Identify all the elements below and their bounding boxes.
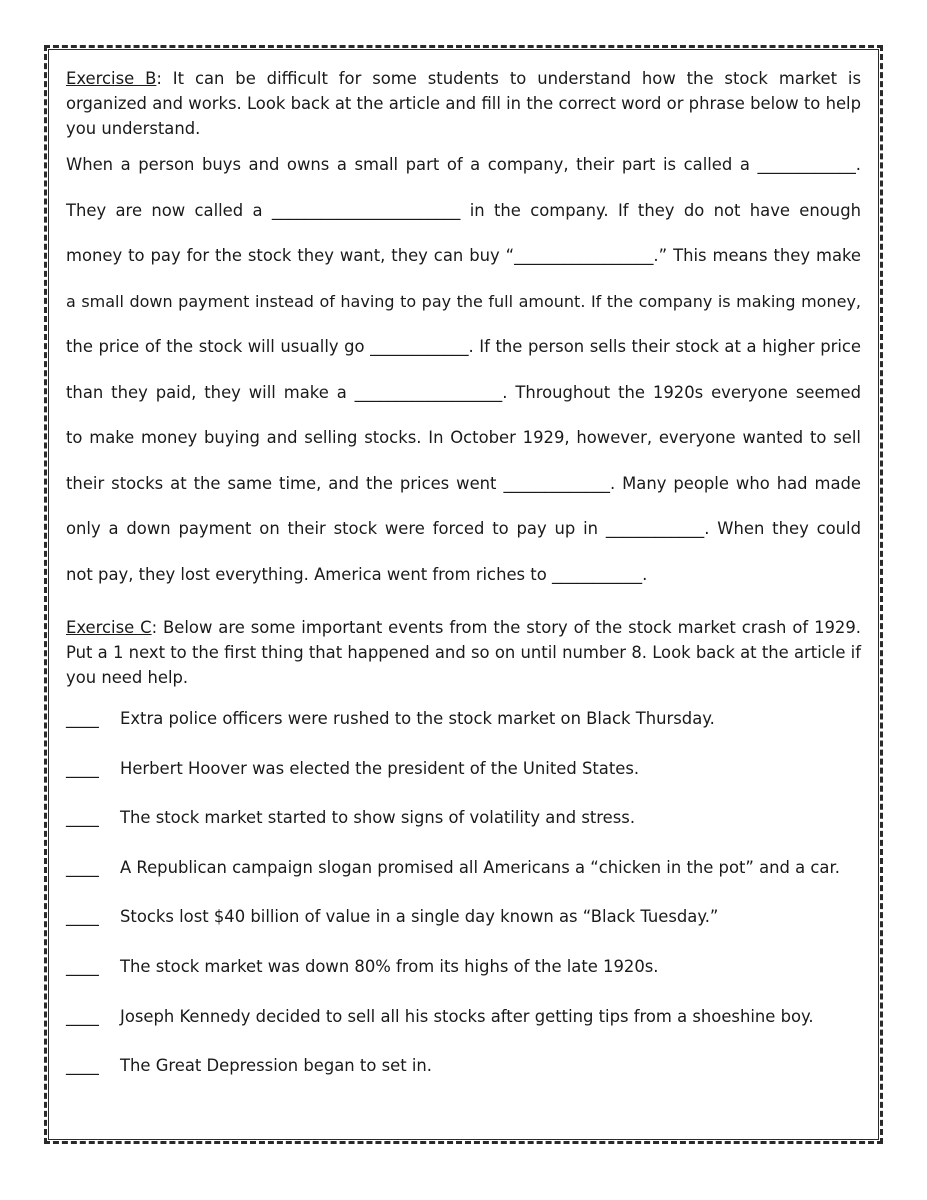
- passage-line: not pay, they lost everything. America went from riches to ___________.: [66, 564, 648, 584]
- order-blank[interactable]: ____: [66, 907, 99, 927]
- exercise-c-text: : Below are some important events from the story of the stock market crash of 1929. Put a 1 next to the first thing that happened and so on until number 8. Look back at the article if you need help.: [66, 618, 861, 687]
- order-blank[interactable]: ____: [66, 1056, 99, 1076]
- order-blank[interactable]: ____: [66, 1006, 99, 1026]
- passage-line: They are now called a _______________________ in the company. If they do not have enough: [66, 200, 861, 220]
- list-item: [66, 1056, 861, 1106]
- list-item: [66, 957, 861, 1007]
- passage-line: their stocks at the same time, and the prices went _____________. Many people who had made: [66, 473, 861, 493]
- exercise-c-list: [66, 709, 861, 1106]
- order-blank[interactable]: ____: [66, 956, 99, 976]
- order-blank[interactable]: ____: [66, 808, 99, 828]
- event-text: The stock market started to show signs of volatility and stress.: [120, 808, 636, 828]
- passage-line: a small down payment instead of having to pay the full amount. If the company is making money,: [66, 291, 861, 311]
- passage-line: money to pay for the stock they want, they can buy “_________________.” This means they make: [66, 246, 861, 265]
- exercise-b-title: Exercise B: [66, 69, 157, 88]
- exercise-b-instructions: [66, 66, 861, 141]
- list-item: [66, 858, 861, 908]
- event-text: The Great Depression began to set in.: [120, 1056, 432, 1076]
- event-text: Stocks lost $40 billion of value in a single day known as “Black Tuesday.”: [120, 907, 719, 927]
- passage-line: only a down payment on their stock were forced to pay up in ____________. When they could: [66, 519, 861, 538]
- event-text: The stock market was down 80% from its highs of the late 1920s.: [120, 956, 659, 976]
- exercise-c-instructions: [66, 615, 861, 690]
- list-item: [66, 808, 861, 858]
- exercise-c-title: Exercise C: [66, 618, 152, 637]
- list-item: [66, 1007, 861, 1057]
- order-blank[interactable]: ____: [66, 758, 99, 778]
- event-text: Extra police officers were rushed to the stock market on Black Thursday.: [120, 709, 715, 728]
- exercise-b-text: : It can be difficult for some students to understand how the stock market is organized and works. Look back at the article and fill in the correct word or phrase below to help you understand.: [66, 69, 861, 138]
- worksheet: [66, 66, 861, 1106]
- passage-line: When a person buys and owns a small part of a company, their part is called a ____________.: [66, 155, 861, 174]
- list-item: [66, 759, 861, 809]
- event-text: Joseph Kennedy decided to sell all his stocks after getting tips from a shoeshine boy.: [120, 1006, 814, 1026]
- passage-line: than they paid, they will make a __________________. Throughout the 1920s everyone seemed: [66, 382, 861, 402]
- list-item: [66, 907, 861, 957]
- exercise-b-passage: [66, 154, 861, 609]
- passage-line: to make money buying and selling stocks. In October 1929, however, everyone wanted to sell: [66, 428, 861, 447]
- list-item: [66, 709, 861, 759]
- passage-line: the price of the stock will usually go ____________. If the person sells their stock at a higher price: [66, 337, 861, 356]
- event-text: A Republican campaign slogan promised all Americans a “chicken in the pot” and a car.: [120, 857, 840, 877]
- order-blank[interactable]: ____: [66, 709, 99, 728]
- order-blank[interactable]: ____: [66, 857, 99, 877]
- event-text: Herbert Hoover was elected the president of the United States.: [120, 758, 640, 778]
